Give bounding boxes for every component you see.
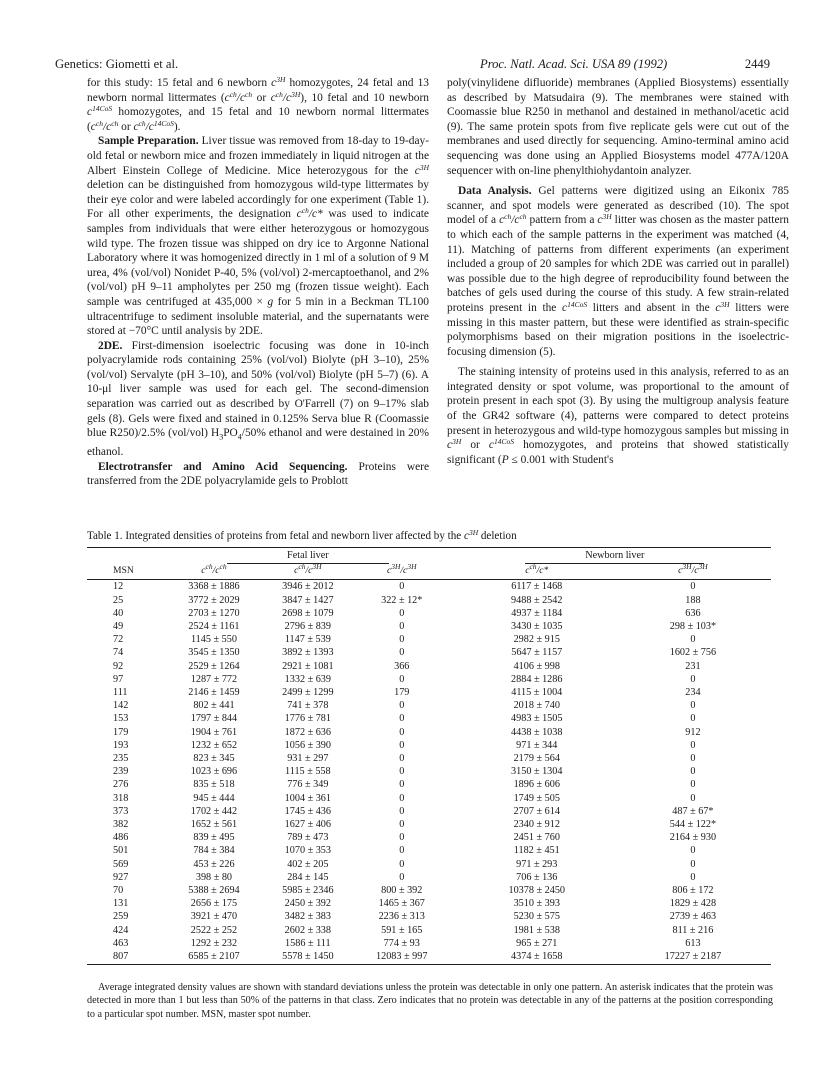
col-fetal-cch-cch: $c^{ch}/c^{ch}$	[201, 562, 227, 577]
data-table	[87, 547, 771, 965]
table-group-header	[87, 548, 771, 565]
table-cell: 0	[399, 845, 405, 857]
table-cell: 298 ± 103*	[669, 621, 717, 633]
table-cell: 5388 ± 2694	[188, 885, 240, 897]
cell-msn: 259	[113, 911, 129, 923]
cell-msn: 40	[113, 607, 124, 619]
table-cell: 0	[690, 871, 696, 883]
table-cell: 0	[690, 845, 696, 857]
table-cell: 4438 ± 1038	[511, 726, 563, 738]
table-cell: 0	[399, 581, 405, 593]
col-newborn-cch-cstar: $c^{ch}/c*$	[525, 562, 549, 577]
table-cell: 0	[690, 779, 696, 791]
table-cell: 2698 ± 1079	[282, 607, 334, 619]
table-body	[87, 580, 771, 965]
cell-msn: 235	[113, 753, 129, 765]
table-cell: 3892 ± 1393	[282, 647, 334, 659]
table-cell: 10378 ± 2450	[508, 885, 566, 897]
table-cell: 1702 ± 442	[190, 805, 238, 817]
cell-msn: 424	[113, 924, 129, 936]
table-cell: 188	[685, 594, 701, 606]
table-row	[87, 620, 771, 633]
table-cell: 1145 ± 550	[190, 634, 237, 646]
table-cell: 2499 ± 1299	[282, 687, 334, 699]
table-cell: 1829 ± 428	[669, 898, 717, 910]
table-cell: 3847 ± 1427	[282, 594, 334, 606]
table-row	[87, 673, 771, 686]
cell-msn: 463	[113, 937, 129, 949]
table-cell: 2707 ± 614	[513, 805, 560, 817]
table-cell: 2164 ± 930	[669, 832, 717, 844]
table-cell: 1232 ± 652	[190, 739, 238, 751]
cell-msn: 49	[113, 621, 124, 633]
table-cell: 1904 ± 761	[190, 726, 238, 738]
table-cell: 0	[690, 673, 696, 685]
table-cell: 4115 ± 1004	[511, 687, 563, 699]
group-fetal-liver: Fetal liver	[227, 549, 389, 564]
table-row	[87, 594, 771, 607]
table-cell: 5647 ± 1157	[511, 647, 563, 659]
table-cell: 1292 ± 232	[190, 937, 238, 949]
left-column	[87, 76, 429, 489]
table-cell: 0	[399, 805, 405, 817]
table-cell: 971 ± 293	[516, 858, 558, 870]
table-cell: 3921 ± 470	[190, 911, 238, 923]
table-cell: 0	[399, 607, 405, 619]
cell-msn: 142	[113, 700, 129, 712]
table-row	[87, 739, 771, 752]
table-cell: 945 ± 444	[193, 792, 235, 804]
paragraph-sample-preparation: Sample Preparation. Liver tissue was removed from 18-day to 19-day-old fetal or newborn mice and frozen immediately in liquid nitrogen at the Albert Einstein College of Medicine. Mice heterozygous for the $c^{3H}$ deletion can be distinguished from homozygous wild-type littermates by their eye color and were labeled accordingly for one experiment (Table 1). For all other experiments, the designation $c^{ch}/c*$ was used to indicate samples from individuals that were either heterozygous or homozygous wild type. The frozen tissue was shipped on dry ice to Argonne National Laboratory where it was homogenized directly in 1 ml of a solution of 9 M urea, 4% (vol/vol) Nonidet P-40, 5% (vol/vol) 2-mercaptoethanol, and 2% (vol/vol) pH 9–11 ampholytes per 250 mg (frozen tissue weight). Each sample was centrifuged at 435,000 × g for 5 min in a Beckman TL100 ultracentrifuge to sediment insoluble material, and the supernatants were stored at −70°C until analysis by 2DE.	[87, 135, 430, 338]
right-column	[447, 76, 789, 467]
table-cell: 0	[399, 621, 405, 633]
table-cell: 2656 ± 175	[190, 898, 238, 910]
paragraph-membranes: poly(vinylidene difluoride) membranes (Applied Biosystems) essentially as described by Matsudaira (9). The membranes were stained with Coomassie blue R250 in methanol and destained in methanol/acetic acid (9). The same protein spots from five replicate gels were cut out of the membranes and used directly for sequencing. Amino-terminal amino acid sequencing was done using an Applied Biosystems model 477A/120A sequencer with on-line phenylthiohydantoin analyzer.	[447, 77, 789, 177]
table-cell: 0	[690, 713, 696, 725]
cell-msn: 318	[113, 792, 129, 804]
table-cell: 2703 ± 1270	[188, 607, 240, 619]
table-row	[87, 818, 771, 831]
table-cell: 2522 ± 252	[190, 924, 238, 936]
table-cell: 1981 ± 538	[513, 924, 560, 936]
table-cell: 2450 ± 392	[284, 898, 331, 910]
cell-msn: 276	[113, 779, 129, 791]
cell-msn: 131	[113, 898, 129, 910]
table-cell: 0	[399, 634, 405, 646]
table-cell: 366	[394, 660, 410, 672]
cell-msn: 70	[113, 885, 124, 897]
table-cell: 971 ± 344	[516, 739, 558, 751]
heading-2de: 2DE.	[98, 339, 123, 352]
col-newborn-c3H-c3H: $c^{3H}/c^{3H}$	[678, 562, 708, 577]
cell-msn: 111	[113, 687, 128, 699]
table-cell: 5985 ± 2346	[282, 885, 334, 897]
table-cell: 3430 ± 1035	[511, 621, 563, 633]
table-cell: 0	[690, 700, 696, 712]
cell-msn: 239	[113, 766, 129, 778]
table-cell: 0	[399, 726, 405, 738]
table-row	[87, 580, 771, 594]
col-fetal-c3H-c3H: $c^{3H}/c^{3H}$	[386, 562, 417, 577]
table-row	[87, 844, 771, 857]
col-fetal-cch-c3H: $c^{ch}/c^{3H}$	[294, 562, 322, 577]
cell-msn: 373	[113, 805, 129, 817]
table-cell: 1602 ± 756	[669, 647, 717, 659]
table-cell: 965 ± 271	[516, 937, 558, 949]
table-cell: 0	[399, 832, 405, 844]
table-cell: 1749 ± 505	[513, 792, 560, 804]
journal-citation: Proc. Natl. Acad. Sci. USA 89 (1992)	[480, 57, 668, 71]
genotype-c3H: $c^{3H}$	[271, 75, 286, 89]
table-cell: 0	[399, 858, 405, 870]
table-cell: 544 ± 122*	[669, 819, 717, 831]
cell-msn: 382	[113, 819, 129, 831]
table-row	[87, 633, 771, 646]
table-cell: 6585 ± 2107	[167, 950, 261, 965]
table-cell: 322 ± 12*	[381, 594, 423, 606]
table-column-header	[87, 564, 771, 580]
table-row	[87, 726, 771, 739]
table-cell: 1115 ± 558	[285, 766, 331, 778]
table-caption: Table 1. Integrated densities of proteins from fetal and newborn liver affected by the $c^{3H}$ deletion	[87, 528, 517, 542]
cell-msn: 12	[113, 581, 124, 593]
table-cell: 4374 ± 1658	[459, 950, 615, 965]
table-cell: 1745 ± 436	[284, 805, 331, 817]
table-cell: 179	[394, 687, 410, 699]
table-cell: 1147 ± 539	[284, 634, 331, 646]
table-cell: 17227 ± 2187	[615, 950, 771, 965]
table-cell: 0	[399, 779, 405, 791]
table-cell: 2739 ± 463	[669, 911, 717, 923]
table-row	[87, 607, 771, 620]
table-cell: 931 ± 297	[287, 753, 329, 765]
table-row	[87, 712, 771, 725]
table-cell: 1056 ± 390	[284, 739, 331, 751]
table-row	[87, 792, 771, 805]
table-cell: 2529 ± 1264	[188, 660, 240, 672]
table-row	[87, 950, 771, 965]
table-cell: 1652 ± 561	[190, 819, 238, 831]
table-cell: 2796 ± 839	[284, 621, 331, 633]
paragraph-data-analysis: Data Analysis. Gel patterns were digitized using an Eikonix 785 scanner, and spot models were generated as described (10). The spot model of a $c^{ch}/c^{ch}$ pattern from a $c^{3H}$ litter was chosen as the master pattern to which each of the sample patterns in the experiment was matched (4, 11). Matching of patterns from different experiments (an experiment included a group of 20 samples for which 2DE was carried out in parallel) was possible due to the high degree of reproducibility found between the batches of gels used during the course of this study. A few strain-related proteins present in the $c^{14CoS}$ litters and absent in the $c^{3H}$ litters were missing in this master pattern, but these were identified as strain-specific polymorphisms based on their migration positions in the isoelectric-focusing dimension (5).	[447, 185, 789, 358]
table-cell: 3150 ± 1304	[511, 766, 563, 778]
cell-msn: 74	[113, 647, 124, 659]
table-cell: 284 ± 145	[287, 871, 329, 883]
table-cell: 823 ± 345	[193, 753, 235, 765]
table-cell: 3545 ± 1350	[188, 647, 240, 659]
cell-msn: 501	[113, 845, 129, 857]
table-cell: 806 ± 172	[672, 885, 714, 897]
table-cell: 4106 ± 998	[513, 660, 560, 672]
table-cell: 398 ± 80	[195, 871, 233, 883]
table-cell: 2921 ± 1081	[282, 660, 334, 672]
table-cell: 4937 ± 1184	[511, 607, 563, 619]
table-cell: 835 ± 518	[193, 779, 235, 791]
table-row	[87, 699, 771, 712]
table-cell: 1586 ± 111	[285, 937, 331, 949]
table-cell: 3368 ± 1886	[188, 581, 240, 593]
paragraph-2de: 2DE. First-dimension isoelectric focusing was done in 10-inch polyacrylamide rods containing 25% (vol/vol) Biolyte (pH 3–10), 25% (vol/vol) Servalyte (pH 3–10), and 50% (vol/vol) Biolyte (pH 5–7) (6). A 10-μl liver sample was used for each gel. The second-dimension separation was carried out as described by O'Farrell (7) on 9–17% slab gels (8). Gels were fixed and stained in 0.125% Serva blue R (Coomassie blue R250)/2.5% (vol/vol) $H_3PO_4/50\%$ ethanol and were destained in 20% ethanol.	[87, 339, 429, 459]
table-row	[87, 831, 771, 844]
table-row	[87, 646, 771, 659]
cell-msn: 179	[113, 726, 129, 738]
table-cell: 1182 ± 451	[513, 845, 560, 857]
table-cell: 0	[690, 858, 696, 870]
table-cell: 12083 ± 997	[355, 950, 449, 965]
table-cell: 0	[399, 792, 405, 804]
cell-msn: 72	[113, 634, 124, 646]
table-cell: 0	[399, 871, 405, 883]
table-row	[87, 871, 771, 884]
paragraph-subjects: for this study: 15 fetal and 6 newborn $c^{3H}$ homozygotes, 24 fetal and 13 newborn normal littermates ($c^{ch}/c^{ch}$ or $c^{ch}/c^{3H}$), 10 fetal and 10 newborn $c^{14CoS}$ homozygotes, and 15 fetal and 10 newborn normal littermates ($c^{ch}/c^{ch}$ or $c^{ch}/c^{14CoS}$).	[87, 75, 429, 133]
table-cell: 0	[399, 700, 405, 712]
table-cell: 1023 ± 696	[190, 766, 238, 778]
table-cell: 741 ± 378	[287, 700, 329, 712]
table-cell: 1872 ± 636	[284, 726, 331, 738]
cell-msn: 569	[113, 858, 129, 870]
table-cell: 2884 ± 1286	[511, 673, 563, 685]
table-cell: 613	[685, 937, 701, 949]
table-cell: 0	[399, 766, 405, 778]
cell-msn: 25	[113, 594, 124, 606]
col-msn: MSN	[87, 564, 167, 580]
table-cell: 789 ± 473	[287, 832, 329, 844]
table-cell: 5230 ± 575	[513, 911, 560, 923]
table-cell: 1797 ± 844	[190, 713, 238, 725]
table-cell: 839 ± 495	[193, 832, 235, 844]
table-cell: 0	[690, 753, 696, 765]
table-cell: 402 ± 205	[287, 858, 329, 870]
table-cell: 2018 ± 740	[513, 700, 560, 712]
table-row	[87, 897, 771, 910]
table-cell: 2146 ± 1459	[188, 687, 240, 699]
table-cell: 0	[399, 647, 405, 659]
table-cell: 0	[399, 673, 405, 685]
table-cell: 1627 ± 406	[284, 819, 331, 831]
table-cell: 2451 ± 760	[513, 832, 560, 844]
group-newborn-liver: Newborn liver	[525, 549, 704, 564]
table-cell: 453 ± 226	[193, 858, 235, 870]
table-cell: 1332 ± 639	[284, 673, 331, 685]
table-cell: 4983 ± 1505	[511, 713, 563, 725]
table-cell: 706 ± 136	[516, 871, 558, 883]
table-cell: 0	[690, 766, 696, 778]
table-row	[87, 778, 771, 791]
table-cell: 234	[685, 687, 701, 699]
table-cell: 0	[399, 713, 405, 725]
running-header-right	[480, 57, 770, 72]
table-cell: 3946 ± 2012	[282, 581, 334, 593]
table-cell: 811 ± 216	[672, 924, 714, 936]
table-cell: 2236 ± 313	[378, 911, 425, 923]
table-cell: 1287 ± 772	[190, 673, 238, 685]
table-row	[87, 937, 771, 950]
table-cell: 912	[685, 726, 701, 738]
table-cell: 1070 ± 353	[284, 845, 331, 857]
table-cell: 1465 ± 367	[378, 898, 425, 910]
table-cell: 0	[690, 581, 696, 593]
cell-msn: 193	[113, 739, 129, 751]
table-cell: 3510 ± 393	[513, 898, 560, 910]
heading-electrotransfer: Electrotransfer and Amino Acid Sequencing.	[98, 460, 348, 473]
table-cell: 2179 ± 564	[513, 753, 560, 765]
table-row	[87, 752, 771, 765]
table-cell: 9488 ± 2542	[511, 594, 563, 606]
paragraph-staining: The staining intensity of proteins used in this analysis, referred to as an integrated density or spot volume, was proportional to the amount of protein present in each spot (3). By using the multigroup analysis feature of the GR42 software (4), patterns were compared to detect proteins present in heterozygous and wild-type homozygous samples but missing in $c^{3H}$ or $c^{14CoS}$ homozygotes, and proteins that showed statistically significant (P ≤ 0.001 with Student's	[447, 366, 789, 466]
page-number: 2449	[744, 57, 770, 71]
table-row	[87, 884, 771, 897]
table-cell: 800 ± 392	[381, 885, 423, 897]
table-cell: 1004 ± 361	[284, 792, 331, 804]
table-cell: 231	[685, 660, 701, 672]
table-cell: 0	[399, 753, 405, 765]
table-footnote: Average integrated density values are shown with standard deviations unless the protein was detectable in only one pattern. An asterisk indicates that the protein was detected in more than 1 but less than 50% of the patterns in that class. Zero indicates that no protein was detectable in any of the patterns at the position corresponding to a particular spot number. MSN, master spot number.	[87, 982, 773, 1020]
cell-msn: 486	[113, 832, 129, 844]
table-row	[87, 910, 771, 923]
table-cell: 774 ± 93	[383, 937, 420, 949]
table-row	[87, 765, 771, 778]
table-cell: 0	[399, 819, 405, 831]
cell-msn: 927	[113, 871, 129, 883]
table-cell: 3482 ± 383	[284, 911, 331, 923]
cell-msn: 807	[87, 950, 167, 965]
table-cell: 2524 ± 1161	[188, 621, 240, 633]
table-cell: 3772 ± 2029	[188, 594, 240, 606]
table-cell: 6117 ± 1468	[511, 581, 563, 593]
heading-sample-preparation: Sample Preparation.	[98, 135, 199, 148]
table-row	[87, 660, 771, 673]
table-cell: 487 ± 67*	[672, 805, 714, 817]
table-cell: 784 ± 384	[193, 845, 235, 857]
table-cell: 1776 ± 781	[284, 713, 331, 725]
table-cell: 2982 ± 915	[513, 634, 560, 646]
table-cell: 0	[399, 739, 405, 751]
table-cell: 591 ± 165	[381, 924, 423, 936]
cell-msn: 97	[113, 673, 124, 685]
cell-msn: 153	[113, 713, 129, 725]
table-cell: 2602 ± 338	[284, 924, 331, 936]
running-header-left: Genetics: Giometti et al.	[55, 57, 179, 71]
table-row	[87, 805, 771, 818]
table-cell: 5578 ± 1450	[261, 950, 355, 965]
table-row	[87, 686, 771, 699]
paragraph-electrotransfer: Electrotransfer and Amino Acid Sequencing. Proteins were transferred from the 2DE polyacrylamide gels to Problott	[87, 460, 429, 488]
table-cell: 0	[690, 792, 696, 804]
heading-data-analysis: Data Analysis.	[458, 185, 532, 198]
table-cell: 776 ± 349	[287, 779, 329, 791]
table-cell: 1896 ± 606	[513, 779, 560, 791]
table-cell: 2340 ± 912	[513, 819, 560, 831]
table-cell: 636	[685, 607, 701, 619]
table-row	[87, 924, 771, 937]
table-cell: 0	[690, 634, 696, 646]
table-row	[87, 858, 771, 871]
cell-msn: 92	[113, 660, 124, 672]
table-cell: 0	[690, 739, 696, 751]
table-cell: 802 ± 441	[193, 700, 235, 712]
